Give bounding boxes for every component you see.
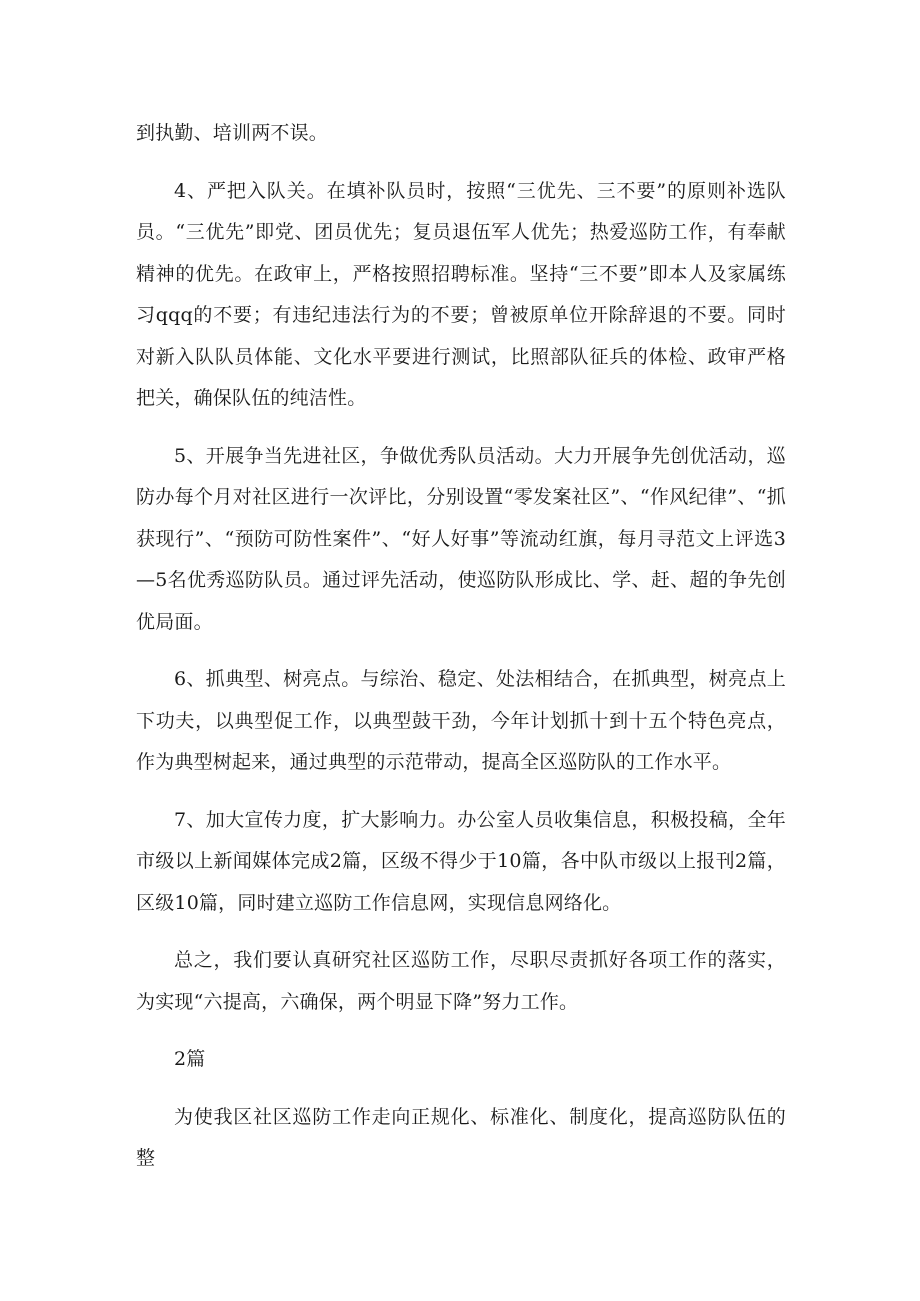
section-heading: 2篇 [174, 1048, 206, 1070]
paragraph-item-4: 4、严把入队关。在填补队员时，按照“三优先、三不要”的原则补选队员。“三优先”即党、团员优先；复员退伍军人优先；热爱巡防工作，有奉献精神的优先。在政审上，严格按照招聘标准。坚持“三不要”即本人及家属练习qqq的不要；有违纪违法行为的不要；曾被原单位开除辞退的不要。同时对新入队队员体能、文化水平要进行测试，比照部队征兵的体检、政审严格把关，确保队伍的纯洁性。 [136, 179, 786, 409]
paragraph-item-7: 7、加大宣传力度，扩大影响力。办公室人员收集信息，积极投稿，全年市级以上新闻媒体完成2篇，区级不得少于10篇，各中队市级以上报刊2篇，区级10篇，同时建立巡防工作信息网，实现信息网络化。 [136, 808, 786, 914]
document-body [136, 113, 786, 1180]
paragraph-continuation: 到执勤、培训两不误。 [136, 122, 329, 144]
paragraph-item-6: 6、抓典型、树亮点。与综治、稳定、处法相结合，在抓典型，树亮点上下功夫，以典型促工作，以典型鼓干劲，今年计划抓十到十五个特色亮点，作为典型树起来，通过典型的示范带动，提高全区巡防队的工作水平。 [136, 668, 786, 773]
paragraph-next-section: 为使我区社区巡防工作走向正规化、标准化、制度化，提高巡防队伍的整 [136, 1105, 786, 1169]
paragraph-conclusion: 总之，我们要认真研究社区巡防工作，尽职尽责抓好各项工作的落实，为实现“六提高，六确保，两个明显下降”努力工作。 [136, 949, 786, 1013]
paragraph-item-5: 5、开展争当先进社区，争做优秀队员活动。大力开展争先创优活动，巡防办每个月对社区进行一次评比，分别设置“零发案社区”、“作风纪律”、“抓获现行”、“预防可防性案件”、“好人好事”等流动红旗，每月寻范文上评选3—5名优秀巡防队员。通过评先活动，使巡防队形成比、学、赶、超的争先创优局面。 [136, 444, 786, 633]
